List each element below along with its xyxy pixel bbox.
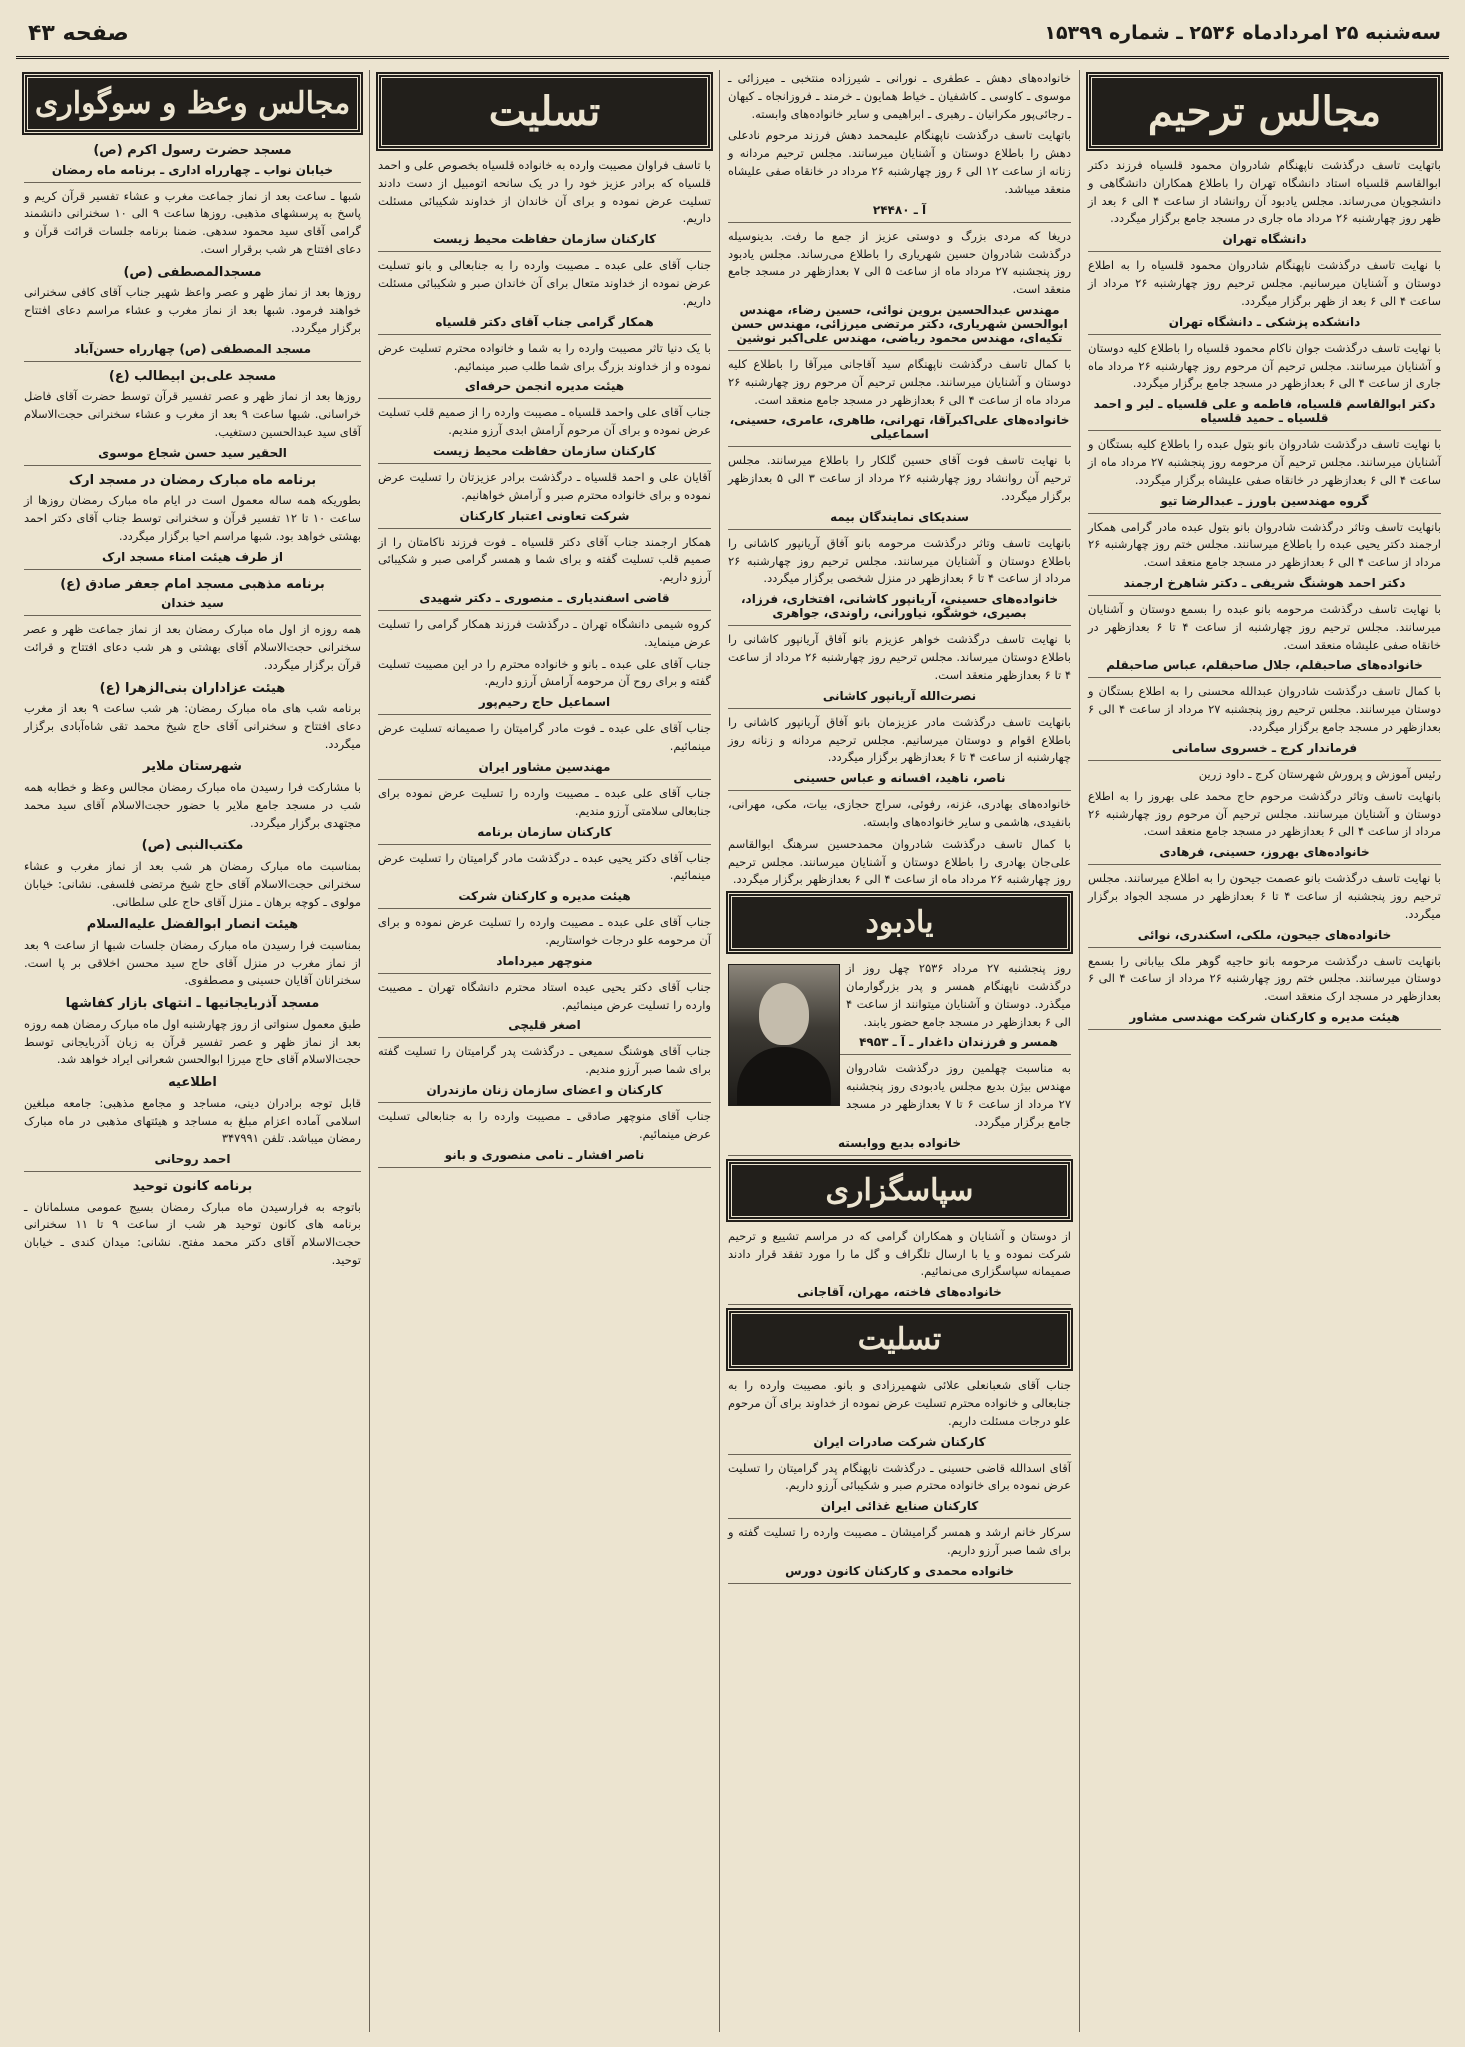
- notice-signature: دانشکده پزشکی ـ دانشگاه تهران: [1168, 314, 1361, 329]
- notice-text: جناب آقای علی عبده ـ مصیبت وارده را تسلیت عرض نموده و برای آن مرحومه علو درجات خواستاریم.: [378, 915, 711, 947]
- notice-signature: خانواده‌های علی‌اکبرآقا، تهرانی، طاهری، عامری، حسینی، اسماعیلی: [729, 413, 1070, 442]
- notice-text: با مشارکت فرا رسیدن ماه مبارک رمضان مجالس وعظ و خطابه همه شب در مسجد جامع ملایر با حضور حجت‌الاسلام آقای سید محمد مجتهدی برگزار میگردد.: [24, 779, 361, 830]
- notice-divider: [378, 1102, 711, 1103]
- notice-heading: برنامه ماه مبارک رمضان در مسجد ارک: [68, 472, 317, 488]
- notice-text: برنامه شب های ماه مبارک رمضان: هر شب ساعت ۹ بعد از مغرب دعای افتتاح و سخنرانی آقای حاج شیخ محمد تقی شاه‌آبادی برگزار میگردد.: [24, 701, 361, 751]
- notice-text: با تاسف فراوان مصیبت وارده به خانواده قلسیاه بخصوص علی و احمد قلسیاه که برادر عزیز خود را در یک سانحه اتومبیل از دست دادند تسلیت عرض نموده و برای آن خاندان از خداوند شکیبائی مسئلت داریم.: [378, 158, 711, 226]
- notice-divider: [728, 708, 1071, 709]
- notice-signature: همسر و فرزندان داغدار ـ آ ـ ۴۹۵۳: [859, 1035, 1058, 1050]
- notice-text: بانهایت تاسف وتاثر درگذشت مرحوم حاج محمد علی بهروز را به اطلاع دوستان و آشنایان میرسانند. مجلس ترحیم آن مرحوم روز چهارشنبه ۲۶ مرداد از ساعت ۴ الی ۶ بعدازظهر در مسجد جامع منعقد است.: [1088, 788, 1441, 839]
- notice-text: کروه شیمی دانشگاه تهران ـ درگذشت فرزند همکار گرامی را تسلیت عرض مینماید.: [378, 617, 711, 649]
- notice-heading: شهرستان ملایر: [143, 759, 242, 775]
- notice-heading: سپاسگزاری: [728, 1161, 1071, 1220]
- notice-divider: [728, 1304, 1071, 1305]
- portrait-face: [759, 983, 809, 1045]
- notice-divider: [378, 528, 711, 529]
- notice-divider: [1088, 760, 1441, 761]
- notice-divider: [378, 714, 711, 715]
- notice-divider: [728, 446, 1071, 447]
- notice-divider: [378, 610, 711, 611]
- notice-signature: دکتر احمد هوشنگ شریفی ـ دکتر شاهرخ ارجمند: [1123, 576, 1406, 590]
- notice-signature: دکتر ابوالقاسم قلسیاه، فاطمه و علی قلسیاه ـ لیر و احمد قلسیاه ـ حمید قلسیاه: [1093, 397, 1436, 426]
- notice-text: جناب آقای علی عبده ـ بانو و خانواده محترم را در این مصیبت تسلیت گفته و برای روح آن مرحومه آرامش آرزو داریم.: [378, 656, 711, 689]
- notice-signature: دانشگاه تهران: [1222, 232, 1307, 247]
- notice-divider: [728, 790, 1071, 791]
- notice-text: سرکار خانم ارشد و همسر گرامیشان ـ مصیبت وارده را تسلیت گفته و برای شما صبر آرزو داریم.: [728, 1525, 1071, 1557]
- notice-text: با کمال تاسف درگذشت شادروان عبدالله محسنی را به اطلاع بستگان و دوستان میرسانند. مجلس ترحیم روز پنجشنبه ۲۷ مرداد از ساعت ۴ الی ۶ بعدازظهر در مسجد جامع برگزار میگردد.: [1088, 684, 1442, 735]
- notice-heading: برنامه مذهبی مسجد امام جعفر صادق (ع): [60, 576, 325, 592]
- notice-signature: کارکنان سازمان حفاظت محیط زیست: [432, 232, 657, 247]
- column-mixed-notices: [719, 70, 1079, 2032]
- notice-signature: ناصر افشار ـ نامی منصوری و بانو: [444, 1147, 645, 1162]
- notice-signature: سید خندان: [161, 596, 224, 611]
- notice-heading: مسجد حضرت رسول اکرم (ص): [93, 143, 292, 158]
- notice-signature: هیئت مدیره و کارکنان شرکت مهندسی مشاور: [1129, 1010, 1400, 1024]
- notice-text: جناب آقای علی عبده ـ فوت مادر گرامیتان را صمیمانه تسلیت عرض مینمائیم.: [378, 721, 711, 754]
- column-title: مجالس وعظ و سوگواری: [24, 74, 361, 133]
- memorial-portrait-photo: [728, 964, 840, 1106]
- notice-signature: خانواده‌های صاحبقلم، جلال صاحبقلم، عباس صاحبقلم: [1106, 658, 1423, 673]
- notice-text: جناب آقای علی واحمد قلسیاه ـ مصیبت وارده را از صمیم قلب تسلیت عرض نموده و برای آن مرحوم آرامش ابدی آرزو مندیم.: [378, 405, 711, 438]
- notice-heading: برنامه کانون توحید: [132, 1179, 253, 1195]
- notice-divider: [378, 463, 711, 464]
- notice-divider: [24, 569, 361, 570]
- notice-divider: [1088, 947, 1441, 948]
- notice-text: جناب آقای علی عبده ـ مصیبت وارده را به جنابعالی و بانو تسلیت عرض نموده از خداوند متعال برای آن خاندان صبر و شکیبائی مسئلت داریم.: [378, 258, 711, 308]
- notice-signature: خانواده‌های بهروز، حسینی، فرهادی: [1159, 845, 1370, 860]
- notice-text: جناب آقای دکتر یحیی عبده استاد محترم دانشگاه تهران ـ مصیبت وارده را تسلیت عرض مینمائیم.: [378, 979, 711, 1012]
- column-sympathy-notices: [369, 70, 719, 2032]
- notice-signature: کارکنان شرکت صادرات ایران: [813, 1434, 986, 1449]
- page-number: صفحه ۴۳: [28, 20, 129, 46]
- notice-signature: خیابان نواب ـ چهارراه اداری ـ برنامه ماه رمضان: [51, 162, 334, 177]
- notice-text: روزها بعد از نماز ظهر و عصر واعظ شهیر جناب آقای کافی سخنرانی خواهند فرمود. شبها بعد از نماز مغرب و عشاء مراسم دعای افتتاح برگزار میگردد.: [24, 285, 361, 335]
- notice-text: بانهایت تاسف وتاثر درگذشت شادروان بانو بتول عبده مادر گرامی همکار ارجمند دکتر یحیی عبده را باطلاع میرسانند. مجلس ختم روز چهارشنبه ۲۶ مرداد از ساعت ۴ الی ۶ بعدازظهر در مسجد جامع منعقد است.: [1088, 519, 1441, 570]
- page-header: [16, 10, 1449, 59]
- notice-signature: شرکت تعاونی اعتبار کارکنان: [459, 508, 630, 523]
- notice-text: با نهایت تاسف درگذشت مرحومه بانو عبده را بسمع دوستان و آشنایان میرسانند. مجلس ترحیم روز چهارشنبه از ساعت ۴ تا ۶ بعدازظهر در خانقاه صفی علیشاه منعقد است.: [1088, 602, 1442, 652]
- notice-signature: همکار گرامی جناب آقای دکتر قلسیاه: [435, 314, 654, 329]
- notice-divider: [1088, 430, 1441, 431]
- notice-divider: [378, 398, 711, 399]
- notice-text: جناب آقای دکتر یحیی عبده ـ درگذشت مادر گرامیتان را تسلیت عرض مینمائیم.: [378, 850, 711, 883]
- notice-heading: مسجدالمصطفی (ص): [123, 264, 262, 280]
- notice-text: بطوریکه همه ساله معمول است در ایام ماه مبارک رمضان روزها از ساعت ۱۰ تا ۱۲ تفسیر قرآن و سخنرانی توسط جناب آقای دکتر احمد بهشتی خواهد بود. شبها مراسم احیا برگزار میگردد.: [24, 493, 361, 543]
- notice-divider: [728, 222, 1071, 223]
- notice-divider: [24, 182, 361, 183]
- notice-heading: هیئت انصار ابوالفضل علیه‌السلام: [86, 917, 299, 933]
- notice-divider: [1088, 334, 1441, 335]
- notice-text: روز پنجشنبه ۲۷ مرداد ۲۵۳۶ چهل روز از درگذشت ناپهنگام همسر و پدر بزرگوارمان میگذرد. دوستان و آشنایان میتوانند از ساعت ۴ الی ۶ بعدازظهر در مسجد جامع حضور یابند.: [846, 961, 1071, 1029]
- notice-divider: [24, 1171, 361, 1172]
- notice-text: با نهایت تاسف درگذشت ناپهنگام شادروان محمود قلسیاه را به اطلاع دوستان و آشنایان میرسانیم. مجلس ترحیم روز چهارشنبه ۲۶ مرداد از ساعت ۴ الی ۶ بعد از ظهر برگزار میگردد.: [1088, 258, 1441, 308]
- notice-divider: [728, 1583, 1071, 1584]
- notice-divider: [728, 529, 1071, 530]
- notice-text: روزها بعد از نماز ظهر و عصر تفسیر قرآن توسط حضرت آقای فاضل خراسانی. شبها ساعت ۹ بعد از مغرب و عشاء سخنرانی حجت‌الاسلام آقای سید عبدالحسین دستغیب.: [24, 389, 361, 439]
- notice-divider: [378, 251, 711, 252]
- notice-text: بمناسبت فرا رسیدن ماه مبارک رمضان جلسات شبها از ساعت ۹ بعد از نماز مغرب در منزل آقای حاج سید محسن اخلاقی بر پا است. سخنرانان آقایان حسینی و مصطفوی.: [24, 937, 362, 988]
- notice-signature: مهندسین مشاور ایران: [478, 759, 611, 774]
- notice-divider: [728, 1454, 1071, 1455]
- notice-divider: [378, 1167, 711, 1168]
- notice-text: همه روزه از اول ماه مبارک رمضان بعد از نماز جماعت ظهر و عصر سخنرانی حجت‌الاسلام آقای بهشتی و هر شب دعای افتتاح و قرائت قرآن برگزار میگردد.: [24, 622, 361, 672]
- notice-text: با یک دنیا تاثر مصیبت وارده را به شما و خانواده محترم تسلیت عرض نموده و از خداوند بزرگ برای شما طلب صبر مینمائیم.: [378, 340, 711, 373]
- notice-signature: خانواده‌های فاخته، مهران، آقاجانی: [797, 1285, 1002, 1300]
- notice-text: بمناسبت ماه مبارک رمضان هر شب بعد از نماز مغرب و عشاء سخنرانی حجت‌الاسلام آقای حاج شیخ مرتضی فلسفی. نشانی: خیابان مولوی ـ کوچه برهان ـ منزل آقای حاج علی سلطانی.: [24, 858, 361, 909]
- notice-divider: [1088, 595, 1441, 596]
- notice-text: خانواده‌های دهش ـ عطفری ـ نورانی ـ شیرزاده منتخبی ـ میرزائی ـ موسوی ـ کاوسی ـ کاشفیان ـ خیاط همایون ـ خرمند ـ فروزانجاه ـ کیهان ـ رجائی‌پور مکرانیان ـ رهبری ـ ابراهیمی و سایر خانواده‌های وابسته.: [728, 71, 1071, 121]
- notice-text: باتهایت تاسف درگذشت ناپهنگام شادروان محمود قلسیاه فرزند دکتر ابوالقاسم قلسیاه استاد دانشگاه تهران را باطلاع همکاران دانشگاهی و دانشجویان می‌رساند. مجلس یادبود آن روانشاد از ساعت ۴ الی ۶ بعد از ظهر روز چهارشنبه ۲۶ مرداد ماه جاری در مسجد جامع برگزار میگردد.: [1088, 158, 1441, 226]
- notice-text: آقایان علی و احمد قلسیاه ـ درگذشت برادر عزیزتان را تسلیت عرض نموده و برای خانواده محترم صبر و آرامش خواهانیم.: [378, 469, 711, 502]
- notice-divider: [1088, 1029, 1441, 1030]
- notice-signature: قاضی اسفندیاری ـ منصوری ـ دکتر شهیدی: [419, 591, 670, 605]
- notice-divider: [378, 1037, 711, 1038]
- notice-signature: خانواده محمدی و کارکنان کانون دورس: [785, 1563, 1014, 1578]
- notice-divider: [378, 844, 711, 845]
- notice-text: خانواده‌های بهادری، غزنه، رفوئی، سراج حجازی، بیات، مکی، مهرانی، بانفیدی، هاشمی و سایر خانواده‌های وابسته.: [728, 797, 1071, 829]
- notice-list: [24, 141, 361, 1270]
- notice-signature: اصغر قلیچی: [508, 1018, 581, 1033]
- notice-divider: [24, 361, 361, 362]
- notice-heading: تسلیت: [728, 1310, 1071, 1369]
- notice-text: به مناسبت چهلمین روز درگذشت شادروان مهندس بیژن بدیع مجلس یادبودی روز پنجشنبه ۲۷ مرداد از ساعت ۶ تا ۷ بعدازظهر در مسجد جامع برگزار میگردد.: [846, 1061, 1072, 1129]
- notice-text: جناب آقای هوشنگ سمیعی ـ درگذشت پدر گرامیتان را تسلیت گفته برای شما صبر آرزو مندیم.: [378, 1044, 711, 1077]
- notice-heading: اطلاعیه: [168, 1075, 217, 1091]
- notice-text: دریغا که مردی بزرگ و دوستی عزیز از جمع ما رفت. بدینوسیله درگذشت شادروان حسین شهریاری را باطلاع می‌رساند. مجلس یادبود روز پنجشنبه ۲۷ مرداد ماه از ساعت ۵ الی ۷ بعدازظهر در مسجد جامع منعقد است.: [728, 228, 1072, 297]
- notice-text: بانهایت تاسف درگذشت مرحومه بانو حاجیه گوهر ملک بیابانی را بسمع دوستان میرسانند. مجلس ختم روز چهارشنبه ۲۶ مرداد از ساعت ۴ الی ۶ بعدازظهر در مسجد ارک منعقد است.: [1088, 953, 1441, 1004]
- notice-heading: هیئت عزاداران بنی‌الزهرا (ع): [99, 680, 286, 696]
- newspaper-page: [16, 10, 1449, 2037]
- notice-signature: منوچهر میرداماد: [496, 953, 593, 968]
- notice-signature: احمد روحانی: [154, 1152, 231, 1167]
- notice-divider: [1088, 864, 1441, 865]
- notice-signature: هیئت مدیره و کارکنان شرکت: [458, 889, 631, 904]
- notice-list: [378, 157, 711, 1168]
- notice-divider: [24, 465, 361, 466]
- notice-heading: مسجد آذربایجانیها ـ انتهای بازار کفاشها: [65, 996, 320, 1012]
- column-condolence-notices: [1079, 70, 1449, 2032]
- notice-text: از دوستان و آشنایان و همکاران گرامی که در مراسم تشییع و ترحیم شرکت نموده و یا با ارسال تلگراف و گل ما را مورد تفقد قرار دادند صمیمانه سپاسگزاری می‌نمائیم.: [728, 1228, 1071, 1279]
- notice-text: جناب آقای شعبانعلی علائی شهمیرزادی و بانو. مصیبت وارده را به جنابعالی و خانواده محترم تسلیت عرض نموده از خداوند برای آن مرحوم علو درجات مسئلت داریم.: [728, 1378, 1071, 1428]
- notice-signature: کارکنان و اعضای سازمان زنان مازندران: [426, 1083, 663, 1097]
- notice-heading: یادبود: [728, 893, 1071, 952]
- notice-text: با نهایت تاسف درگذشت خواهر عزیزم بانو آفاق آریانپور کاشانی را باطلاع دوستان میرساند. مجلس ترحیم روز چهارشنبه ۲۶ مرداد از ساعت ۴ تا ۶ بعدازظهر منعقد است.: [728, 632, 1072, 682]
- notice-signature: از طرف هیئت امناء مسجد ارک: [101, 549, 284, 564]
- notice-divider: [728, 625, 1071, 626]
- notice-divider: [1088, 677, 1441, 678]
- notice-signature: خانواده بدیع ووابسته: [838, 1135, 961, 1150]
- notice-signature: کارکنان سازمان حفاظت محیط زیست: [432, 443, 657, 458]
- notice-signature: مسجد المصطفی (ص) چهارراه حسن‌آباد: [73, 341, 312, 356]
- notice-text: با کمال تاسف درگذشت ناپهنگام سید آقاجانی میرآقا را باطلاع کلیه دوستان و آشنایان میرسانند. مجلس ترحیم آن مرحوم روز چهارشنبه ۲۶ مرداد ماه از ساعت ۴ الی ۶ بعدازظهر در مسجد جامع منعقد است.: [728, 356, 1071, 407]
- notice-text: جناب آقای علی عبده ـ مصیبت وارده را تسلیت عرض نموده برای جنابعالی سلامتی آرزو مندیم.: [378, 785, 711, 818]
- notice-signature: کارکنان صنایع غذائی ایران: [820, 1499, 979, 1514]
- column-title: تسلیت: [378, 74, 711, 149]
- notice-list: [728, 70, 1071, 1584]
- notice-signature: مهندس عبدالحسین بروین نوائی، حسین رضاء، مهندس ابوالحسن شهریاری، دکتر مرتضی میرزائی، مهندس حسن تکیه‌ای، مهندس محمود ریاضی، مهندس علی‌اکبر نوشین: [731, 302, 1068, 345]
- notice-divider: [728, 350, 1071, 351]
- portrait-shoulders: [737, 1047, 831, 1105]
- notice-text: آقای اسدالله قاضی حسینی ـ درگذشت ناپهنگام پدر گرامیتان را تسلیت عرض نموده برای خانواده محترم صبر و شکیبائی آرزو داریم.: [728, 1460, 1071, 1493]
- notice-divider: [24, 615, 361, 616]
- notice-text: با کمال تاسف درگذشت شادروان محمدحسین سرهنگ ابوالقاسم علی‌جان بهادری را باطلاع دوستان و آشنایان میرسانند. مجلس ترحیم روز چهارشنبه ۲۶ مرداد ماه از ساعت ۴ الی ۶ بعدازظهر برگزار میگردد.: [728, 836, 1071, 887]
- notice-signature: هیئت مدیره انجمن حرفه‌ای: [464, 379, 625, 394]
- notice-text: رئیس آموزش و پرورش شهرستان کرج ـ داود زرین: [1198, 766, 1441, 781]
- notice-text: بانهایت تاسف درگذشت مادر عزیزمان بانو آفاق آریانپور کاشانی را باطلاع اقوام و دوستان میرسانیم. مجلس ترحیم مردانه و زنانه روز چهارشنبه از ساعت ۴ تا ۶ بعدازظهر برگزار میگردد.: [728, 714, 1071, 765]
- notice-text: با نهایت تاسف درگذشت بانو عصمت جیحون را به اطلاع میرسانند. مجلس ترحیم روز پنجشنبه از ساعت ۴ تا ۶ بعدازظهر در مسجد الجواد برگزار میگردد.: [1088, 871, 1442, 921]
- notice-text: شبها ـ ساعت بعد از نماز جماعت مغرب و عشاء تفسیر قرآن کریم و پاسخ به پرسشهای مذهبی. روزها ساعت ۹ الی ۱۰ سخنرانی دانشمند گرامی آقای سید محمود سدهی. ضمنا برنامه جلسات قرائت قرآن و دعای افتتاح هر شب برقرار است.: [24, 188, 361, 256]
- notice-signature: خانواده‌های حسینی، آریانپور کاشانی، افتخاری، فرزاد، بصیری، خوشگو، نیاورانی، راوندی، جواهری: [740, 592, 1059, 621]
- notice-text: همکار ارجمند جناب آقای دکتر قلسیاه ـ فوت فرزند ناکامتان را از صمیم قلب تسلیت گفته و برای شما و همسر گرامی صبر و شکیبائی آرزو داریم.: [378, 534, 711, 585]
- notice-signature: ناصر، ناهید، افسانه و عباس حسینی: [793, 771, 1006, 786]
- notice-signature: سندیکای نمایندگان بیمه: [830, 509, 969, 524]
- notice-divider: [378, 779, 711, 780]
- notice-heading: مسجد علی‌بن ابیطالب (ع): [108, 368, 277, 384]
- notice-signature: اسماعیل حاج رحیم‌پور: [478, 695, 611, 710]
- notice-divider: [728, 1155, 1071, 1156]
- notice-heading: مکتب‌النبی (ص): [141, 838, 244, 854]
- notice-text: با نهایت تاسف درگذشت شادروان بانو بتول عبده را باطلاع کلیه بستگان و آشنایان میرسانند. مجلس ترحیم آن مرحومه روز پنجشنبه ۲۷ مرداد ماه از ساعت ۴ الی ۶ بعدازظهر در خانقاه صفی علیشاه برگزار میگردد.: [1088, 437, 1441, 487]
- notice-text: طبق معمول سنواتی از روز چهارشنبه اول ماه مبارک رمضان همه روزه بعد از نماز ظهر و عصر تفسیر قرآن به زبان آذربایجانی توسط حجت‌الاسلام آقای حاج میرزا ابوالحسن شعرانی ایراد خواهد شد.: [24, 1016, 361, 1067]
- notice-text: با نهایت تاسف فوت آقای حسین گلکار را باطلاع میرسانند. مجلس ترحیم آن روانشاد روز چهارشنبه ۲۶ مرداد از ساعت ۳ الی ۵ بعدازظهر برگزار میگردد.: [728, 453, 1071, 503]
- notice-divider: [728, 1518, 1071, 1519]
- notice-divider: [378, 973, 711, 974]
- notice-text: باتوجه به فرارسیدن ماه مبارک رمضان بسیج عمومی مسلمانان ـ برنامه های کانون توحید هر شب از ساعت ۹ تا ۱۱ سخنرانی حجت‌الاسلام آقای دکتر محمد مفتح. نشانی: میدان کندی ـ خیابان توحید.: [24, 1199, 362, 1268]
- notice-signature: فرماندار کرج ـ خسروی سامانی: [1171, 740, 1358, 755]
- column-sermons: [16, 70, 369, 2032]
- notice-text: باتهایت تاسف درگذشت ناپهنگام علیمحمد دهش فرزند مرحوم نادعلی دهش را باطلاع دوستان و آشنایان میرسانند. مجلس ترحیم مردانه و زنانه از ساعت ۱۲ الی ۶ روز چهارشنبه ۲۶ مرداد در خانقاه صفی علیشاه منعقد میباشد.: [728, 128, 1071, 196]
- notice-text: قابل توجه برادران دینی، مساجد و مجامع مذهبی: جامعه مبلغین اسلامی آماده اعزام مبلغ به مساجد و هیئتهای مذهبی در ماه مبارک رمضان میباشد. تلفن ۳۴۷۹۹۱: [24, 1095, 361, 1146]
- issue-date: سه‌شنبه ۲۵ امردادماه ۲۵۳۶ ـ شماره ۱۵۳۹۹: [1044, 22, 1441, 44]
- notice-divider: [1088, 251, 1441, 252]
- notice-divider: [378, 334, 711, 335]
- notice-divider: [1088, 513, 1441, 514]
- notice-signature: آ ـ ۲۴۴۸۰: [872, 202, 927, 217]
- notice-divider: [378, 908, 711, 909]
- notice-signature: خانواده‌های جیحون، ملکی، اسکندری، نوائی: [1137, 927, 1392, 942]
- notice-signature: نصرت‌الله آریانپور کاشانی: [822, 688, 977, 703]
- notice-text: جناب آقای منوچهر صادقی ـ مصیبت وارده را به جنابعالی تسلیت عرض مینمائیم.: [378, 1109, 711, 1141]
- column-title: مجالس ترحیم: [1088, 74, 1441, 149]
- notice-signature: الحقیر سید حسن شجاع موسوی: [98, 445, 287, 460]
- notice-text: با نهایت تاسف درگذشت جوان ناکام محمود قلسیاه را باطلاع کلیه دوستان و آشنایان میرسانند. مجلس ترحیم آن مرحوم روز چهارشنبه ۲۶ مرداد ماه جاری از ساعت ۴ الی ۶ بعدازظهر در مسجد جامع برگزار میگردد.: [1088, 340, 1441, 391]
- notice-list: [1088, 157, 1441, 1030]
- notice-text: بانهایت تاسف وتاثر درگذشت مرحومه بانو آفاق آریانپور کاشانی را باطلاع دوستان و آشنایان میرسانند. مجلس ترحیم روز چهارشنبه ۲۶ مرداد از ساعت ۴ تا ۶ بعدازظهر در منزل شخصی برگزار میگردد.: [728, 535, 1071, 586]
- notice-signature: کارکنان سازمان برنامه: [477, 824, 612, 839]
- notice-signature: گروه مهندسین باورز ـ عبدالرضا تیو: [1160, 493, 1369, 508]
